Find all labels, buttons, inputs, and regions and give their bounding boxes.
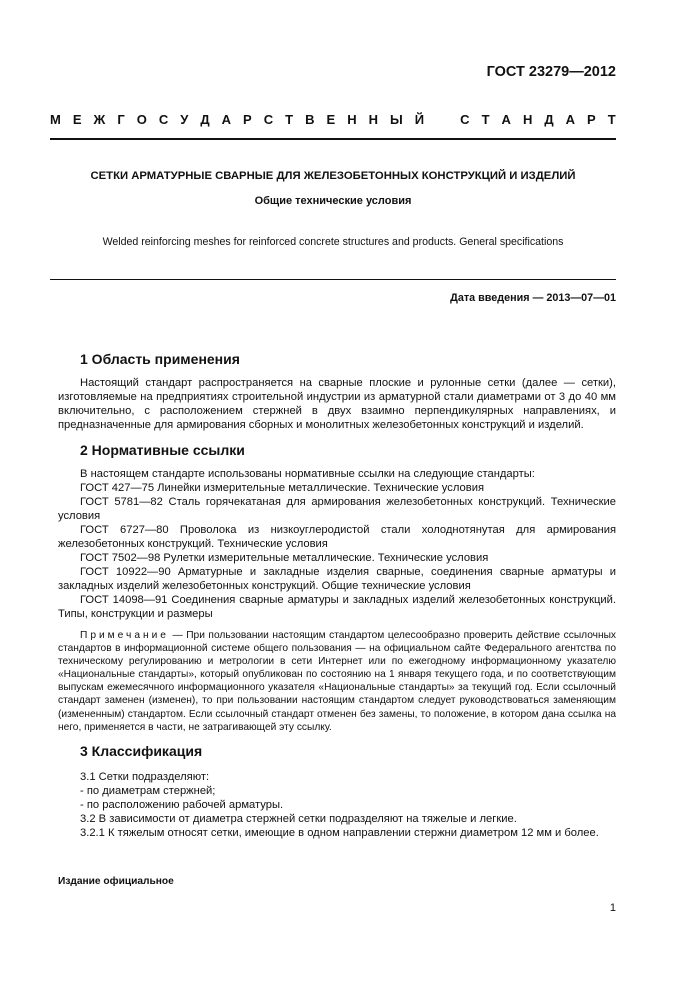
document-title-ru: СЕТКИ АРМАТУРНЫЕ СВАРНЫЕ ДЛЯ ЖЕЛЕЗОБЕТОННЫХ КОНСТРУКЦИЙ И ИЗДЕЛИЙ bbox=[90, 170, 576, 182]
banner-letter: Е bbox=[326, 112, 336, 127]
banner-letter: Т bbox=[607, 112, 616, 127]
banner-letter: Ж bbox=[93, 112, 106, 127]
header-rule-thick bbox=[50, 138, 616, 140]
reference-item: ГОСТ 427—75 Линейки измерительные металлические. Технические условия bbox=[80, 482, 484, 494]
banner-letter: А bbox=[565, 112, 576, 127]
classification-item: - по диаметрам стержней; bbox=[80, 784, 216, 797]
banner-letter: С bbox=[158, 112, 169, 127]
banner-letter: О bbox=[136, 112, 147, 127]
banner-letter: Н bbox=[522, 112, 533, 127]
banner-letter: Г bbox=[117, 112, 125, 127]
classification-item: 3.2 В зависимости от диаметра стержней сетки подразделяют на тяжелые и легкие. bbox=[80, 812, 517, 825]
introduction-date: Дата введения — 2013—07—01 bbox=[450, 292, 616, 304]
document-subtitle-ru: Общие технические условия bbox=[254, 195, 412, 207]
section-2-heading: 2 Нормативные ссылки bbox=[80, 442, 245, 458]
page-number: 1 bbox=[609, 902, 616, 914]
banner-letter: Т bbox=[481, 112, 490, 127]
banner-letter: У bbox=[180, 112, 189, 127]
reference-item: ГОСТ 7502—98 Рулетки измерительные металлические. Технические условия bbox=[80, 552, 489, 564]
banner-letter: Д bbox=[200, 112, 210, 127]
banner-letter: М bbox=[50, 112, 61, 127]
banner-letter: С bbox=[263, 112, 274, 127]
banner-letter: Н bbox=[347, 112, 357, 127]
banner-letter: Й bbox=[414, 112, 425, 127]
banner-letter: Е bbox=[72, 112, 82, 127]
note-label: Примечание bbox=[80, 630, 169, 641]
reference-item: ГОСТ 6727—80 Проволока из низкоуглеродистой стали холоднотянутая для армирования железобетонных конструкций. Технические условия bbox=[58, 524, 616, 550]
standard-number: ГОСТ 23279—2012 bbox=[486, 64, 616, 80]
classification-item: - по расположению рабочей арматуры. bbox=[80, 798, 284, 811]
banner-letter: Д bbox=[544, 112, 554, 127]
reference-item: ГОСТ 14098—91 Соединения сварные арматуры и закладных изделий железобетонных конструкций. Типы, конструкции и размеры bbox=[58, 594, 616, 620]
note-text: — При пользовании настоящим стандартом целесообразно проверить действие ссылочных стандартов в информационной системе общего пользования — на официальном сайте Федерального агентства по техническому регулированию и метрологии в сети Интернет или по ежегодному информационному указателю «Национальные стандарты», который опубликован по состоянию на 1 января текущего года, и по соответствующим выпускам ежемесячного информационного указателя «Национальные стандарты» за текущий год. Если ссылочный стандарт заменен (изменен), то при пользовании настоящим стандартом следует руководствоваться заменяющим (измененным) стандартом. Если ссылочный стандарт отменен без замены, то положение, в котором дана ссылка на него, применяется в части, не затрагивающей эту ссылку. bbox=[58, 630, 616, 733]
reference-item: ГОСТ 5781—82 Сталь горячекатаная для армирования железобетонных конструкций. Технические условия bbox=[58, 496, 616, 522]
classification-item: 3.2.1 К тяжелым относят сетки, имеющие в одном направлении стержни диаметром 12 мм и более. bbox=[80, 826, 599, 839]
banner-letter: Т bbox=[285, 112, 294, 127]
reference-item: ГОСТ 10922—90 Арматурные и закладные изделия сварные, соединения сварные арматуры и закладных изделий железобетонных конструкций. Общие технические условия bbox=[58, 566, 616, 592]
banner-letter: Н bbox=[368, 112, 378, 127]
banner-letter: А bbox=[221, 112, 232, 127]
banner-letter: Ы bbox=[390, 112, 403, 127]
banner-letter: С bbox=[460, 112, 470, 127]
section-2-intro: В настоящем стандарте использованы нормативные ссылки на следующие стандарты: bbox=[80, 468, 535, 480]
header-rule-thin bbox=[50, 279, 616, 280]
section-2-note bbox=[58, 629, 616, 734]
section-3-heading: 3 Классификация bbox=[80, 742, 203, 759]
document-body bbox=[58, 352, 616, 840]
banner-letter: В bbox=[305, 112, 315, 127]
banner-letter: Р bbox=[587, 112, 596, 127]
document-title-en: Welded reinforcing meshes for reinforced concrete structures and products. General specifications bbox=[102, 236, 564, 248]
section-1-text: Настоящий стандарт распространяется на сварные плоские и рулонные сетки (далее — сетки), изготовляемые на предприятиях строительной индустрии из арматурной стали диаметрами от 3 до 40 мм включительно, с расположением стержней в двух взаимно перпендикулярных направлениях, и предназначенные для армирования сборных и монолитных железобетонных конструкций и изделий. bbox=[58, 377, 616, 431]
classification-item: 3.1 Сетки подразделяют: bbox=[80, 770, 210, 783]
official-edition-label: Издание официальное bbox=[58, 876, 174, 887]
interstate-standard-banner bbox=[50, 112, 616, 127]
banner-letter: А bbox=[501, 112, 511, 127]
banner-letter: Р bbox=[243, 112, 252, 127]
section-1-heading: 1 Область применения bbox=[80, 351, 240, 367]
